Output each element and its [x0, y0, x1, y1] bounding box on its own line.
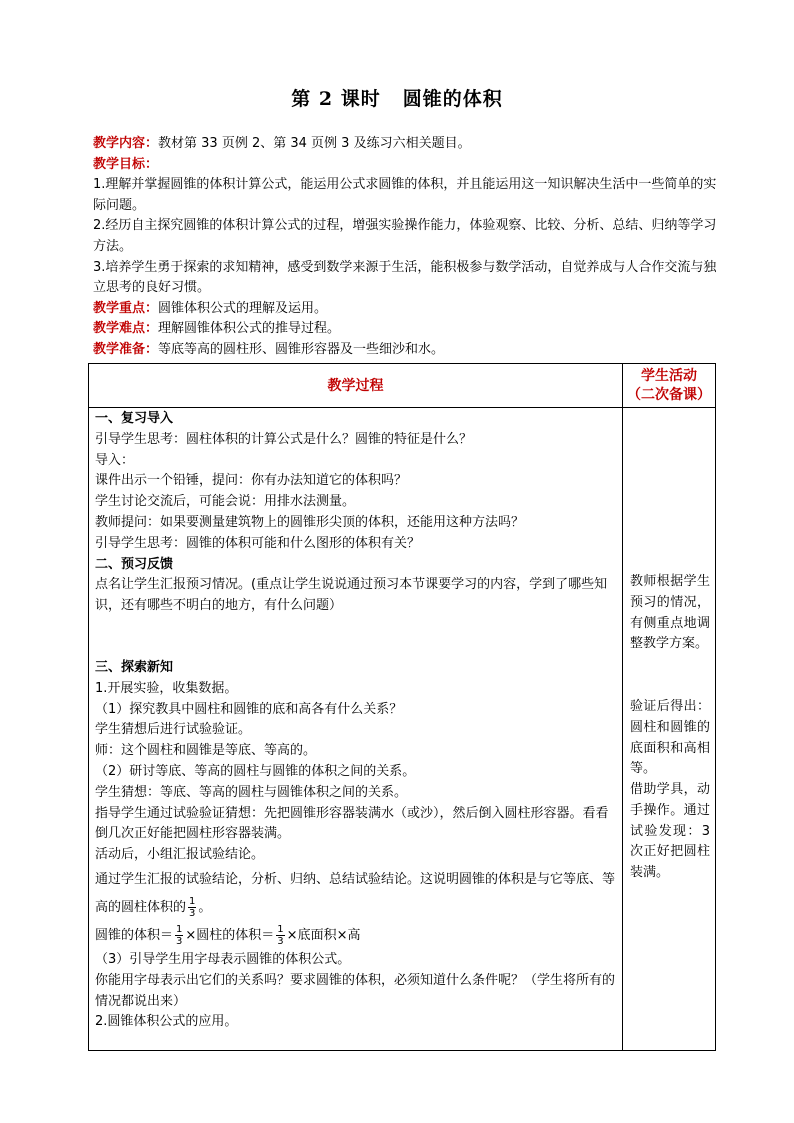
fraction-one-third: $\frac{1}{3}$: [277, 923, 284, 947]
teaching-key: 教学重点：圆锥体积公式的理解及运用。: [93, 300, 328, 316]
lesson-table: [88, 363, 716, 1051]
page-title: [0, 84, 794, 111]
preview-text: 点名让学生汇报预习情况。(重点让学生说说通过预习本节课要学习的内容，学到了哪些知识，还有哪些不明白的地方，有什么问题）: [95, 577, 608, 614]
teaching-preparation: 教学准备：等底等高的圆柱形、圆锥形容器及一些细沙和水。: [93, 341, 445, 357]
header-teaching-process: 教学过程: [327, 378, 384, 394]
section-explore-title: 三、探索新知: [95, 659, 174, 675]
side-note-preview: 教师根据学生预习的情况，有侧重点地调整教学方案。: [630, 574, 710, 652]
side-note-experiment: 借助学具，动手操作。通过试验发现：3 次正好把圆柱装满。: [630, 782, 710, 881]
explore-line: 学生猜想后进行试验验证。: [95, 722, 252, 738]
explore-line: （3）引导学生用字母表示圆锥的体积公式。: [95, 951, 351, 967]
fraction-one-third: $\frac{1}{3}$: [189, 895, 196, 919]
explore-line: （1）探究教具中圆柱和圆锥的底和高各有什么关系？: [95, 701, 403, 717]
explore-line: 活动后，小组汇报试验结论。: [95, 847, 265, 863]
goal-2: 2.经历自主探究圆锥的体积计算公式的过程，增强实验操作能力，体验观察、比较、分析、总结、归纳等学习方法。: [93, 218, 717, 254]
teaching-content: 教学内容：教材第 33 页例 2、第 34 页例 3 及练习六相关题目。: [93, 136, 471, 151]
volume-formula: 圆锥的体积＝ $\frac{1}{3}$ ×圆柱的体积＝ $\frac{1}{3}$ ×底面积×高: [95, 923, 361, 947]
header-student-activity: 学生活动 （二次备课）: [627, 368, 711, 403]
explore-line: 学生猜想：等底、等高的圆柱与圆锥体积之间的关系。: [95, 784, 408, 800]
goal-3: 3.培养学生勇于探索的求知精神，感受到数学来源于生活，能积极参与数学活动，自觉养成与人合作交流与独立思考的良好习惯。: [93, 259, 717, 296]
explore-line: 1.开展实验，收集数据。: [95, 680, 238, 696]
review-line: 导入：: [95, 452, 135, 468]
review-line: 课件出示一个铅锤，提问：你有办法知道它的体积吗？: [95, 473, 408, 489]
explore-line: 师：这个圆柱和圆锥是等底、等高的。: [95, 743, 317, 759]
teaching-process-column: [95, 409, 617, 1033]
conclusion-line: 通过学生汇报的试验结论，分析、归纳、总结试验结论。这说明圆锥的体积是与它等底、等高的圆柱体积的 $\frac{1}{3}$ 。: [95, 871, 616, 919]
goal-1: 1.理解并掌握圆锥的体积计算公式，能运用公式求圆锥的体积，并且能运用这一知识解决生活中一些简单的实际问题。: [93, 177, 717, 213]
column-divider: [622, 364, 623, 1050]
review-line: 引导学生思考：圆锥的体积可能和什么图形的体积有关？: [95, 535, 421, 551]
header-divider: [89, 407, 715, 408]
review-line: 教师提问：如果要测量建筑物上的圆锥形尖顶的体积，还能用这种方法吗？: [95, 514, 525, 530]
lesson-intro: [93, 134, 718, 361]
explore-line: 指导学生通过试验验证猜想：先把圆锥形容器装满水（或沙），然后倒入圆柱形容器。看看倒几次正好能把圆柱形容器装满。: [95, 805, 609, 842]
explore-line: 2.圆锥体积公式的应用。: [95, 1014, 238, 1030]
explore-line: 你能用字母表示出它们的关系吗？要求圆锥的体积，必须知道什么条件呢？（学生将所有的情况都说出来）: [95, 972, 616, 1009]
spacer: [95, 617, 617, 658]
review-line: 学生讨论交流后，可能会说：用排水法测量。: [95, 494, 356, 510]
fraction-one-third: $\frac{1}{3}$: [176, 923, 183, 947]
lesson-topic: 圆锥的体积: [402, 88, 503, 110]
teaching-goals-label: 教学目标：: [93, 156, 159, 172]
section-review-title: 一、复习导入: [95, 411, 174, 426]
section-preview-title: 二、预习反馈: [95, 556, 174, 572]
lesson-number: 第 2 课时: [291, 88, 381, 110]
side-note-verify: 验证后得出：圆柱和圆锥的底面积和高相等。: [630, 699, 710, 777]
review-line: 引导学生思考：圆柱体积的计算公式是什么？圆锥的特征是什么？: [95, 431, 473, 447]
teaching-difficulty: 教学难点：理解圆锥体积公式的推导过程。: [93, 321, 341, 337]
explore-line: （2）研讨等底、等高的圆柱与圆锥的体积之间的关系。: [95, 763, 416, 779]
